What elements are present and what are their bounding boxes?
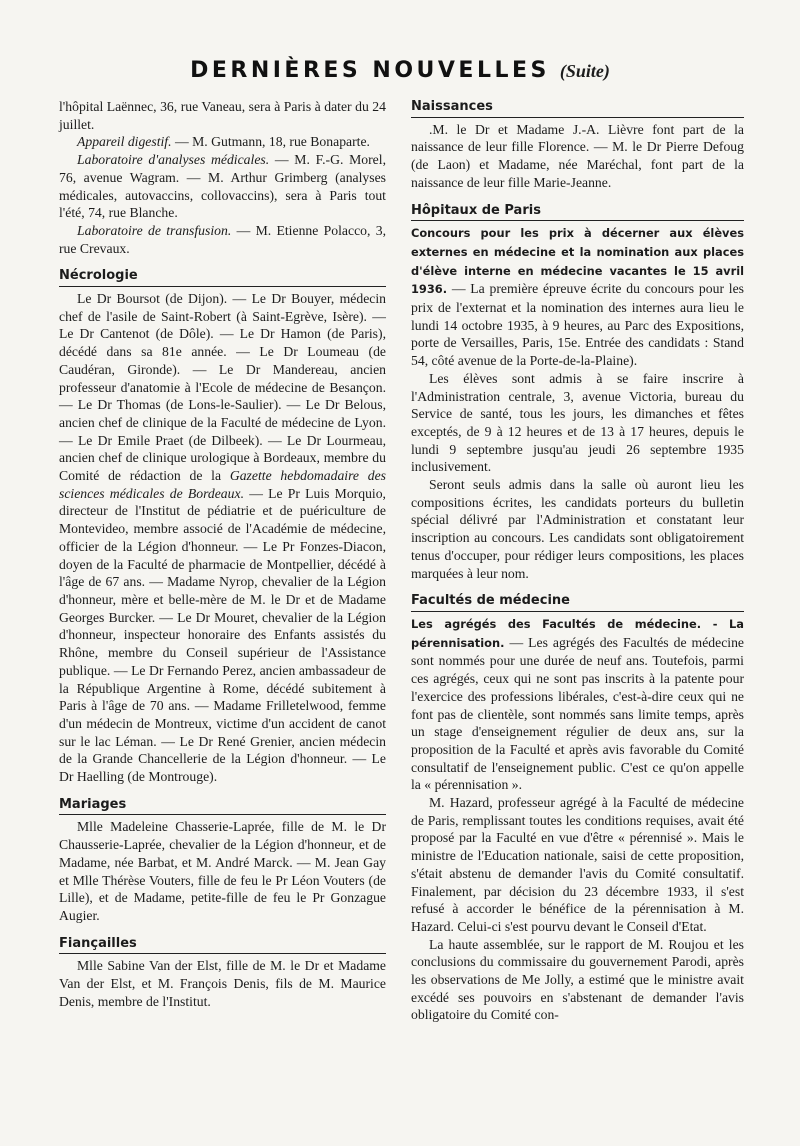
hopitaux-p1: — La première épreuve écrite du concours pour les prix de l'externat et la nomination des internes aura lieu le lundi 14 octobre 1935, à 9 heures, au Parc des Expositions, porte de Versailles, Paris, 15e. Entrée des candidats : Stand 54, côté avenue de la Porte-de-la-Plaine).	[411, 281, 744, 369]
necrologie-part1: Le Dr Boursot (de Dijon). — Le Dr Bouyer, médecin chef de l'asile de Saint-Robert (à Saint-Egrève, Isère). — Le Dr Cantenot (de Dôle). — Le Dr Hamon (de Paris), décédé dans sa 81e année. — Le Dr Loumeau (de Caudéran, Gironde). — Le Dr Mandereau, ancien professeur d'anatomie à l'Ecole de médecine de Besançon. — Le Dr Thomas (de Lons-le-Saulier). — Le Dr Belous, ancien chef de clinique de la Faculté de médecine de Lyon. — Le Dr Emile Praet (de Dilbeek). — Le Dr Lourmeau, ancien chef de clinique urologique à Bordeaux, membre du Comité de rédaction de la	[59, 291, 386, 484]
intro-continuation: l'hôpital Laënnec, 36, rue Vaneau, sera à Paris à dater du 24 juillet.	[59, 99, 386, 132]
naissances-text: .M. le Dr et Madame J.-A. Lièvre font part de la naissance de leur fille Florence. — M. le Dr Pierre Defoug (de Laon) et Madame, née Maréchal, font part de la naissance de leur fille Marie-Jeanne.	[411, 121, 744, 190]
necrologie-part2: — Le Pr Luis Morquio, directeur de l'Institut de pédiatrie et de puériculture de Montevideo, membre associé de l'Académie de médecine, officier de la Légion d'honneur. — Le Pr Fonzes-Diacon, doyen de la Faculté de pharmacie de Montpellier, décédé à l'âge de 67 ans. — Madame Nyrop, chevalier de la Légion d'honneur, mère et belle-mère de M. le Dr et de Madame Georges Burcker. — Le Dr Mouret, chevalier de la Légion d'honneur, inspecteur honoraire des Enfants assistés du Rhône, membre du Conseil supérieur de l'Assistance publique. — Le Dr Fernando Perez, ancien ambassadeur de la République Argentine à Rome, décédé subitement à Paris à l'âge de 70 ans. — Madame Frilletelwood, femme d'un médecin de Montreux, victime d'un accident de canot sur le lac Léman. — Le Dr René Grenier, ancien médecin de la Grande Chancellerie de la Légion d'honneur. — Le Dr Haelling (de Montrouge).	[59, 485, 386, 785]
intro-digestif	[59, 133, 386, 151]
necrologie-gazette: Gazette hebdomadaire des sciences médicales de Bordeaux.	[59, 468, 387, 501]
mariages-text: Mlle Madeleine Chasserie-Laprée, fille de M. le Dr Chausserie-Laprée, chevalier de la Légion d'honneur, et de Madame, née Barbat, et M. André Marck. — M. Jean Gay et Mlle Thérèse Vouters, fille de feu le Pr Léon Vouters (de Lille), et de Madame, petite-fille de feu le Pr Gonzague Augier.	[59, 819, 386, 923]
left-column	[59, 98, 386, 1010]
right-column	[411, 98, 744, 1024]
masthead-suite: (Suite)	[559, 61, 610, 81]
section-heading-facultes: Facultés de médecine	[411, 592, 744, 612]
hopitaux-admission: Seront seuls admis dans la salle où auront lieu les compositions écrites, les candidats porteurs du bulletin spécial délivré par l'Administration et constatant leur inscription au concours. Les candidats sont obligatoirement tenus d'occuper, pour rédiger leurs compositions, les places marquées à leur nom.	[411, 477, 744, 581]
masthead-title: DERNIÈRES NOUVELLES	[190, 58, 550, 83]
section-heading-fiancailles: Fiançailles	[59, 935, 386, 955]
hopitaux-lead: Concours pour les prix à décerner aux élèves externes en médecine et la nomination aux places d'élève interne en médecine vacantes le 15 avril 1936.	[411, 226, 744, 297]
necrologie-text	[59, 290, 386, 786]
intro-digestif-label: Appareil digestif.	[77, 134, 172, 150]
section-heading-naissances: Naissances	[411, 98, 744, 118]
intro-transfusion-label: Laboratoire de transfusion.	[77, 222, 232, 238]
intro-digestif-text: — M. Gutmann, 18, rue Bonaparte.	[171, 134, 370, 150]
intro-transfusion	[59, 222, 386, 257]
intro-analyses-text: — M. F.-G. Morel, 76, avenue Wagram. — M. Arthur Grimberg (analyses médicales, autovaccins, collovaccins), sera à Paris tout l'été, 74, rue Blanche.	[59, 152, 386, 221]
section-heading-necrologie: Nécrologie	[59, 267, 386, 287]
facultes-conseil: La haute assemblée, sur le rapport de M. Roujou et les conclusions du commissaire du gouvernement Parodi, après les observations de Me Jolly, a estimé que le ministre avait excédé ses pouvoirs en s'abstenant de demander l'avis obligatoire du Comité con-	[411, 936, 744, 1023]
hopitaux-concours	[411, 224, 744, 370]
fiancailles-text: Mlle Sabine Van der Elst, fille de M. le Dr et Madame Van der Elst, et M. François Denis, fils de M. Maurice Denis, membre de l'Institut.	[59, 958, 386, 1009]
facultes-hazard: M. Hazard, professeur agrégé à la Faculté de médecine de Paris, remplissant toutes les conditions requises, avait été proposé par la Faculté en vue d'être « pérennisé ». Mais le ministre de l'Education nationale, saisi de cette proposition, s'était abstenu de demander l'avis du Comité consultatif. Finalement, par décision du 23 décembre 1933, il s'est refusé à accorder le bénéfice de la pérennisation à M. Hazard. Celui-ci s'est pourvu devant le Conseil d'Etat.	[411, 795, 744, 934]
hopitaux-inscription: Les élèves sont admis à se faire inscrire à l'Administration centrale, 3, avenue Victoria, bureau du Service de santé, tous les jours, les dimanches et fêtes exceptés, de 9 à 12 heures et de 13 à 17 heures, depuis le lundi 9 septembre jusqu'au jeudi 26 septembre 1935 inclusivement.	[411, 370, 744, 475]
facultes-p1: — Les agrégés des Facultés de médecine sont nommés pour une durée de neuf ans. Toutefois, parmi ces agrégés, ceux qui ne sont pas inscrits à la patente pour l'exercice des professions libérales, c'est-à-dire ceux qui ne font pas de clientèle, sont nommés sans limite temps, après un stage d'enseignement régulier de deux ans, sur la proposition de la Faculté et après avis favorable du Comité consultatif de l'enseignement public. C'est ce qu'on appelle la « pérennisation ».	[411, 634, 744, 793]
section-heading-hopitaux: Hôpitaux de Paris	[411, 202, 744, 222]
section-heading-mariages: Mariages	[59, 796, 386, 816]
intro-analyses-label: Laboratoire d'analyses médicales.	[77, 152, 270, 168]
intro-analyses	[59, 151, 386, 222]
intro-transfusion-text: — M. Etienne Polacco, 3, rue Crevaux.	[59, 222, 386, 256]
facultes-lead: Les agrégés des Facultés de médecine. - La pérennisation.	[411, 616, 744, 650]
facultes-perennisation	[411, 615, 744, 794]
masthead	[0, 58, 800, 83]
